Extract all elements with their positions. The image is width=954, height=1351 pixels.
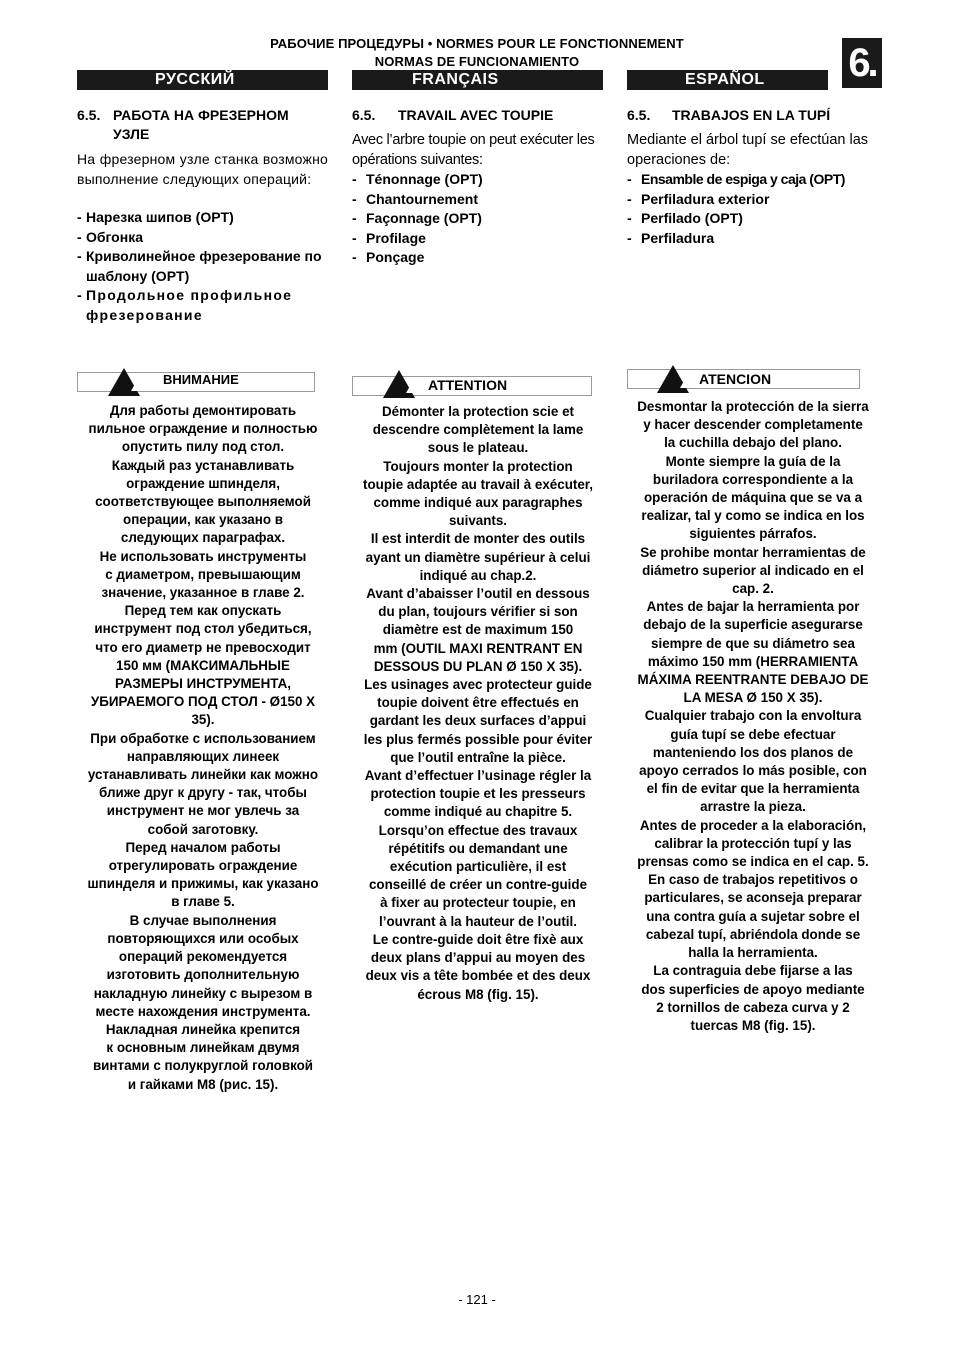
warning-line: apoyo cerrados lo más posible, con <box>639 763 867 779</box>
header-title-line1: РАБОЧИЕ ПРОЦЕДУРЫ • NORMES POUR LE FONCTIONNEMENT <box>270 36 684 51</box>
language-bar-french: FRANÇAIS <box>352 70 603 90</box>
warning-title-french: ATTENTION <box>428 377 508 393</box>
warning-line: toupie adaptée au travail à exécuter, <box>363 476 593 492</box>
warning-line: с диаметром, превышающим <box>105 566 301 582</box>
warning-line: cabezal tupí, abriéndola donde se <box>645 926 861 942</box>
warning-line: diámetro superior al indicado en el <box>642 562 864 578</box>
warning-line: operación de máquina que se va a <box>643 490 863 506</box>
list-item: - Perfiladura exterior <box>627 190 770 207</box>
warning-line: máximo 150 mm (HERRAMIENTA <box>647 653 859 669</box>
warning-text-french <box>350 403 606 1004</box>
warning-line: indiqué au chap.2. <box>419 567 537 583</box>
warning-text-russian <box>74 402 332 1094</box>
warning-line: месте нахождения инструмента. <box>95 1003 311 1019</box>
list-item: - Криволинейное фрезерование по шаблону (OPT) <box>77 248 322 284</box>
list-item: - Ensamble de espiga y caja (OPT) <box>627 171 845 187</box>
intro-paragraph: На фрезерном узле станка возможно выполнение следующих операций: <box>77 151 328 187</box>
section-heading: TRAVAIL AVEC TOUPIE <box>398 107 554 123</box>
list-item: - Façonnage (OPT) <box>352 210 482 226</box>
warning-line: siempre de que su diámetro sea <box>651 635 855 651</box>
page-number: - 121 - <box>458 1292 496 1307</box>
warning-line: protection toupie et les presseurs <box>370 786 586 802</box>
warning-line: устанавливать линейки как можно <box>87 767 319 783</box>
warning-line: отрегулировать ограждение <box>108 858 298 874</box>
section-title <box>627 106 878 125</box>
warning-line: Перед началом работы <box>125 839 281 855</box>
warning-line: deux plans d’appui au moyen des <box>370 950 586 966</box>
warning-line: gardant les deux surfaces d’appui <box>369 713 587 729</box>
warning-line: La contraguia debe fijarse a las <box>653 963 853 979</box>
language-bar-spanish: ESPAÑOL <box>627 70 828 90</box>
section-heading: TRABAJOS EN LA TUPÍ <box>672 107 831 123</box>
section-title <box>77 106 328 144</box>
warning-line: собой заготовку. <box>147 821 259 837</box>
warning-line: cap. 2. <box>732 581 774 597</box>
list-item: - Profilage <box>352 229 426 246</box>
warning-line: следующих параграфах. <box>120 530 286 546</box>
warning-line: пильное ограждение и полностью <box>88 421 318 437</box>
warning-line: arrastre la pieza. <box>700 799 806 815</box>
column-spanish <box>627 70 878 248</box>
warning-line: suivants. <box>448 513 508 529</box>
warning-line: realizar, tal y como se indica en los <box>641 508 865 524</box>
warning-line: la cuchilla debajo del plano. <box>664 435 842 451</box>
warning-line: dos superficies de apoyo mediante <box>641 981 865 997</box>
warning-title-spanish: ATENCION <box>699 371 772 387</box>
warning-line: в главе 5. <box>171 894 235 910</box>
list-item: - Ponçage <box>352 249 425 265</box>
warning-line: Les usinages avec protecteur guide <box>364 677 592 693</box>
language-bar-russian: РУССКИЙ <box>77 70 328 90</box>
warning-line: conseillé de créer un contre-guide <box>368 877 588 893</box>
warning-line: l’ouvrant à la hauteur de l’outil. <box>379 913 577 929</box>
column-french <box>352 70 603 268</box>
list-item: - Ténonnage (OPT) <box>352 171 483 187</box>
warning-line: Cualquier trabajo con la envoltura <box>644 708 862 724</box>
warning-line: РАЗМЕРЫ ИНСТРУМЕНТА, <box>114 676 292 692</box>
warning-line: du plan, toujours vérifier si son <box>378 604 578 620</box>
warning-line: halla la herramienta. <box>688 945 818 961</box>
operations-list <box>627 170 878 248</box>
warning-line: toupie doivent être effectués en <box>377 695 579 711</box>
warning-line: Monte siempre la guía de la <box>665 453 841 469</box>
section-number: 6.5. <box>352 107 376 123</box>
warning-line: LA MESA Ø 150 X 35). <box>683 690 823 706</box>
warning-line: Не использовать инструменты <box>99 548 307 564</box>
list-item: - Нарезка шипов (OPT) <box>77 209 234 225</box>
warning-line: Каждый раз устанавливать <box>111 457 295 473</box>
warning-line: изготовить дополнительную <box>106 967 300 983</box>
warning-line: соответствующее выполняемой <box>95 494 311 510</box>
list-item: - Perfiladura <box>627 229 715 246</box>
warning-line: значение, указанное в главе 2. <box>101 585 305 601</box>
warning-text-spanish <box>624 398 882 1035</box>
warning-line: comme indiqué aux paragraphes <box>373 495 583 511</box>
warning-line: инструмент под стол убедиться, <box>94 621 312 637</box>
warning-line: Il est interdit de monter des outils <box>370 531 586 547</box>
warning-line: Перед тем как опускать <box>124 603 282 619</box>
section-heading: РАБОТА НА ФРЕЗЕРНОМ УЗЛЕ <box>113 107 289 142</box>
warning-line: Desmontar la protección de la sierra <box>637 399 869 414</box>
warning-line: ayant un diamètre supérieur à celui <box>365 549 591 565</box>
warning-line: 150 мм (МАКСИМАЛЬНЫЕ <box>116 657 290 673</box>
intro-paragraph: Avec l’arbre toupie on peut exécuter les opérations suivantes: <box>352 132 595 168</box>
warning-line: Démonter la protection scie et <box>382 404 574 419</box>
warning-line: mm (OUTIL MAXI RENTRANT EN <box>373 640 583 656</box>
warning-line: направляющих линеек <box>126 748 280 764</box>
intro-paragraph: Mediante el árbol tupí se efectúan las operaciones de: <box>627 132 869 168</box>
warning-line: Avant d’effectuer l’usinage régler la <box>364 768 592 784</box>
warning-line: опустить пилу под стол. <box>121 439 285 455</box>
section-number: 6.5. <box>77 107 101 123</box>
warning-line: Avant d’abaisser l’outil en dessous <box>366 586 590 602</box>
warning-line: sous le plateau. <box>427 440 529 456</box>
warning-line: Se prohibe montar herramientas de <box>640 544 866 560</box>
warning-line: инструмент не мог увлечь за <box>106 803 300 819</box>
warning-line: Для работы демонтировать <box>109 403 297 418</box>
warning-line: что его диаметр не превосходит <box>95 639 311 655</box>
warning-line: накладную линейку с вырезом в <box>93 985 313 1001</box>
warning-line: descendre complètement la lame <box>372 422 584 438</box>
warning-line: comme indiqué au chapitre 5. <box>383 804 573 820</box>
warning-line: Toujours monter la protection <box>383 458 573 474</box>
section-title <box>352 106 603 125</box>
warning-line: MÁXIMA REENTRANTE DEBAJO DE <box>637 672 869 688</box>
warning-line: шпинделя и прижимы, как указано <box>87 876 319 892</box>
warning-line: При обработке с использованием <box>90 730 316 746</box>
warning-line: ограждение шпинделя, <box>126 475 280 491</box>
warning-line: les plus fermés possible pour éviter <box>363 731 593 747</box>
warning-line: DESSOUS DU PLAN Ø 150 X 35). <box>373 658 583 674</box>
warning-line: В случае выполнения <box>129 912 277 928</box>
warning-line: diamètre est de maximum 150 <box>382 622 574 638</box>
warning-triangle-icon <box>657 365 689 393</box>
warning-line: УБИРАЕМОГО ПОД СТОЛ - Ø150 X <box>90 694 316 710</box>
warning-line: к основным линейкам двумя <box>106 1040 300 1056</box>
warning-line: buriladora correspondiente a la <box>652 471 854 487</box>
warning-line: répétitifs ou demandant une <box>388 840 568 856</box>
warning-line: una contra guía a sujetar sobre el <box>646 908 860 924</box>
warning-triangle-icon <box>383 370 415 398</box>
warning-line: Le contre-guide doit être fixè aux <box>372 931 584 947</box>
list-item: - Chantournement <box>352 190 478 207</box>
warning-line: calibrar la protección tupí y las <box>654 835 852 851</box>
warning-line: el fin de evitar que la herramienta <box>646 781 860 797</box>
operations-list <box>352 170 603 268</box>
warning-title-russian: ВНИМАНИЕ <box>163 372 239 387</box>
warning-line: tuercas M8 (fig. 15). <box>690 1017 816 1033</box>
warning-line: винтами с полукруглой головкой <box>92 1058 314 1074</box>
warning-triangle-icon <box>108 368 140 396</box>
warning-line: deux vis a tête bombée et des deux <box>365 968 591 984</box>
header-title-line2: NORMAS DE FUNCIONAMIENTO <box>374 54 580 69</box>
warning-line: exécution particulière, il est <box>389 859 567 875</box>
warning-line: que l’outil entraîne la pièce. <box>390 749 566 765</box>
warning-line: 35). <box>191 712 215 728</box>
warning-line: повторяющихся или особых <box>107 930 299 946</box>
warning-line: écrous M8 (fig. 15). <box>417 986 539 1002</box>
warning-line: операции, как указано в <box>123 512 283 528</box>
warning-line: и гайками M8 (рис. 15). <box>127 1076 279 1092</box>
warning-line: prensas como se indica en el cap. 5. <box>637 854 869 870</box>
list-item: - Perfilado (OPT) <box>627 210 743 226</box>
warning-line: En caso de trabajos repetitivos o <box>648 872 858 888</box>
warning-line: Antes de proceder a la elaboración, <box>639 817 867 833</box>
warning-line: y hacer descender completamente <box>643 417 863 433</box>
warning-line: siguientes párrafos. <box>689 526 817 542</box>
list-item: - Продольное профильное фрезерование <box>77 287 293 323</box>
warning-line: ближе друг к другу - так, чтобы <box>99 785 307 801</box>
operations-list <box>77 208 328 325</box>
warning-line: Накладная линейка крепится <box>105 1021 301 1037</box>
column-russian <box>77 70 328 325</box>
warning-line: операций рекомендуется <box>118 949 288 965</box>
section-number: 6.5. <box>627 107 651 123</box>
chapter-tab: 6. <box>842 38 882 88</box>
list-item: - Обгонка <box>77 228 143 245</box>
warning-line: Antes de bajar la herramienta por <box>646 599 860 615</box>
warning-line: manteniendo los dos planos de <box>652 744 854 760</box>
warning-line: debajo de la superficie asegurarse <box>643 617 863 633</box>
warning-line: à fixer au protecteur toupie, en <box>380 895 576 911</box>
warning-line: 2 tornillos de cabeza curva y 2 <box>656 999 850 1015</box>
warning-line: Lorsqu’on effectue des travaux <box>378 822 578 838</box>
warning-line: particulares, se aconseja preparar <box>644 890 862 906</box>
warning-line: guía tupí se debe efectuar <box>670 726 836 742</box>
